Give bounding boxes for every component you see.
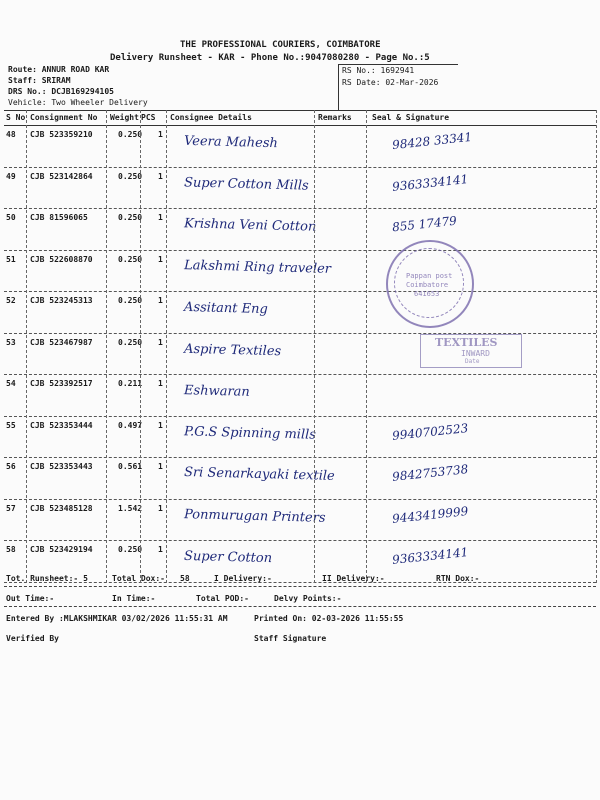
weight-cell: 0.250	[118, 337, 143, 347]
weight-cell: 0.250	[118, 171, 143, 181]
col-sno: S No	[6, 113, 26, 122]
consignee-cell: Eshwaran	[183, 383, 250, 400]
sno-cell: 53	[6, 337, 16, 347]
stamp-inward: INWARD	[461, 349, 490, 358]
rs-date: RS Date: 02-Mar-2026	[342, 78, 439, 87]
pcs-cell: 1	[158, 130, 163, 139]
row-divider	[4, 582, 596, 583]
col-pcs: PCS	[141, 113, 156, 122]
consignment-cell: CJB 523359210	[30, 130, 93, 139]
pcs-cell: 1	[158, 420, 163, 430]
pcs-cell: 1	[158, 254, 163, 264]
pcs-cell: 1	[158, 296, 163, 305]
seal-line-3: 641653	[414, 290, 440, 298]
signature-cell: 9940702523	[391, 420, 469, 443]
pcs-cell: 1	[158, 213, 163, 222]
seal-line-2: Coimbatore	[406, 281, 449, 289]
table-row	[0, 417, 600, 459]
table-row	[0, 541, 600, 583]
consignment-cell: CJB 523429194	[30, 545, 93, 554]
sno-cell: 48	[6, 130, 16, 139]
consignee-cell: Veera Mahesh	[183, 133, 279, 152]
column-divider	[366, 110, 367, 583]
seal-line-1: Pappan post	[406, 272, 453, 280]
col-seal: Seal & Signature	[372, 113, 450, 122]
signature-cell: 98428 33341	[391, 129, 473, 153]
column-divider	[166, 110, 167, 583]
sno-cell: 54	[6, 379, 16, 388]
table-row	[0, 209, 600, 251]
weight-cell: 0.250	[118, 296, 143, 305]
route-label: Route: ANNUR ROAD KAR	[8, 65, 110, 74]
col-weight: Weight	[110, 113, 139, 122]
verified-by: Verified By	[6, 634, 59, 643]
round-seal-stamp	[386, 240, 474, 328]
column-divider	[596, 110, 597, 583]
consignee-cell: Super Cotton Mills	[183, 174, 309, 194]
consignment-cell: CJB 523485128	[30, 503, 93, 513]
sno-cell: 51	[6, 254, 16, 264]
weight-cell: 0.497	[118, 420, 143, 430]
total-dox-value: 58	[180, 574, 190, 583]
sno-cell: 55	[6, 420, 16, 430]
table-row	[0, 251, 600, 293]
entered-by: Entered By :MLAKSHMIKAR 03/02/2026 11:55:31 AM	[6, 614, 228, 623]
consignment-cell: CJB 523353443	[30, 462, 93, 471]
consignment-cell: CJB 523467987	[30, 337, 93, 347]
weight-cell: 0.250	[118, 545, 143, 554]
consignment-cell: CJB 523353444	[30, 420, 93, 430]
sno-cell: 58	[6, 545, 16, 554]
column-divider	[314, 110, 315, 583]
pcs-cell: 1	[158, 171, 163, 181]
tot-runsheet: Tot. Runsheet:- 5	[6, 574, 88, 583]
table-row	[0, 292, 600, 334]
weight-cell: 0.211	[118, 379, 143, 388]
col-consignee: Consignee Details	[170, 113, 252, 122]
signature-cell: 9443419999	[391, 503, 469, 526]
consignment-cell: CJB 523142864	[30, 171, 93, 181]
col-remarks: Remarks	[318, 113, 352, 122]
signature-cell: 9363334141	[391, 545, 469, 567]
out-time: Out Time:-	[6, 594, 55, 603]
consignee-cell: Ponmurugan Printers	[183, 506, 326, 526]
column-divider	[140, 110, 141, 583]
consignee-cell: Assitant Eng	[183, 299, 268, 318]
consignment-cell: CJB 523245313	[30, 296, 93, 305]
staff-label: Staff: SRIRAM	[8, 76, 71, 85]
table-row	[0, 458, 600, 500]
rtn-dox: RTN Dox:-	[436, 574, 480, 583]
stamp-date: Date	[465, 358, 480, 365]
column-divider	[106, 110, 107, 583]
vehicle-label: Vehicle: Two Wheeler Delivery	[8, 98, 148, 107]
consignee-cell: P.G.S Spinning mills	[183, 423, 317, 443]
weight-cell: 0.250	[118, 254, 143, 264]
column-divider	[26, 110, 27, 583]
sno-cell: 57	[6, 503, 16, 513]
consignee-cell: Sri Senarkayaki textile	[183, 465, 335, 484]
consignee-cell: Krishna Veni Cotton	[183, 216, 317, 235]
signature-cell: 9842753738	[391, 462, 469, 484]
pcs-cell: 1	[158, 545, 163, 554]
signature-cell: 855 17479	[391, 213, 458, 235]
consignee-cell: Lakshmi Ring traveler	[183, 257, 332, 277]
printed-on: Printed On: 02-03-2026 11:55:55	[254, 614, 404, 623]
weight-cell: 1.542	[118, 503, 143, 513]
rs-no: RS No.: 1692941	[342, 66, 415, 75]
weight-cell: 0.250	[118, 213, 143, 222]
weight-cell: 0.561	[118, 462, 143, 471]
staff-signature: Staff Signature	[254, 634, 327, 643]
total-dox-label: Total Dox:-	[112, 574, 165, 583]
weight-cell: 0.250	[118, 130, 143, 139]
pcs-cell: 1	[158, 462, 163, 471]
pcs-cell: 1	[158, 379, 163, 388]
in-time: In Time:-	[112, 594, 156, 603]
consignment-cell: CJB 523392517	[30, 379, 93, 388]
i-delivery: I Delivery:-	[214, 574, 272, 583]
runsheet-subtitle: Delivery Runsheet - KAR - Phone No.:9047080280 - Page No.:5	[110, 53, 430, 63]
signature-cell: 9363334141	[391, 171, 469, 194]
total-pod: Total POD:-	[196, 594, 249, 603]
col-consignment: Consignment No	[30, 113, 98, 122]
stamp-textiles: TEXTILES	[435, 336, 498, 349]
sno-cell: 52	[6, 296, 16, 305]
consignee-cell: Aspire Textiles	[183, 341, 282, 359]
company-title: THE PROFESSIONAL COURIERS, COIMBATORE	[180, 40, 381, 50]
pcs-cell: 1	[158, 337, 163, 347]
textiles-inward-stamp	[420, 334, 522, 368]
sno-cell: 49	[6, 171, 16, 181]
consignment-cell: CJB 81596065	[30, 213, 88, 222]
drs-label: DRS No.: DCJB169294105	[8, 87, 114, 96]
consignee-cell: Super Cotton	[183, 548, 273, 567]
table-row	[0, 375, 600, 417]
table-row	[0, 126, 600, 168]
delvy-points: Delvy Points:-	[274, 594, 342, 603]
pcs-cell: 1	[158, 503, 163, 513]
ii-delivery: II Delivery:-	[322, 574, 385, 583]
table-row	[0, 500, 600, 542]
table-top-border	[4, 110, 596, 111]
table-row	[0, 168, 600, 210]
consignment-cell: CJB 522608870	[30, 254, 93, 264]
sno-cell: 56	[6, 462, 16, 471]
sno-cell: 50	[6, 213, 16, 222]
